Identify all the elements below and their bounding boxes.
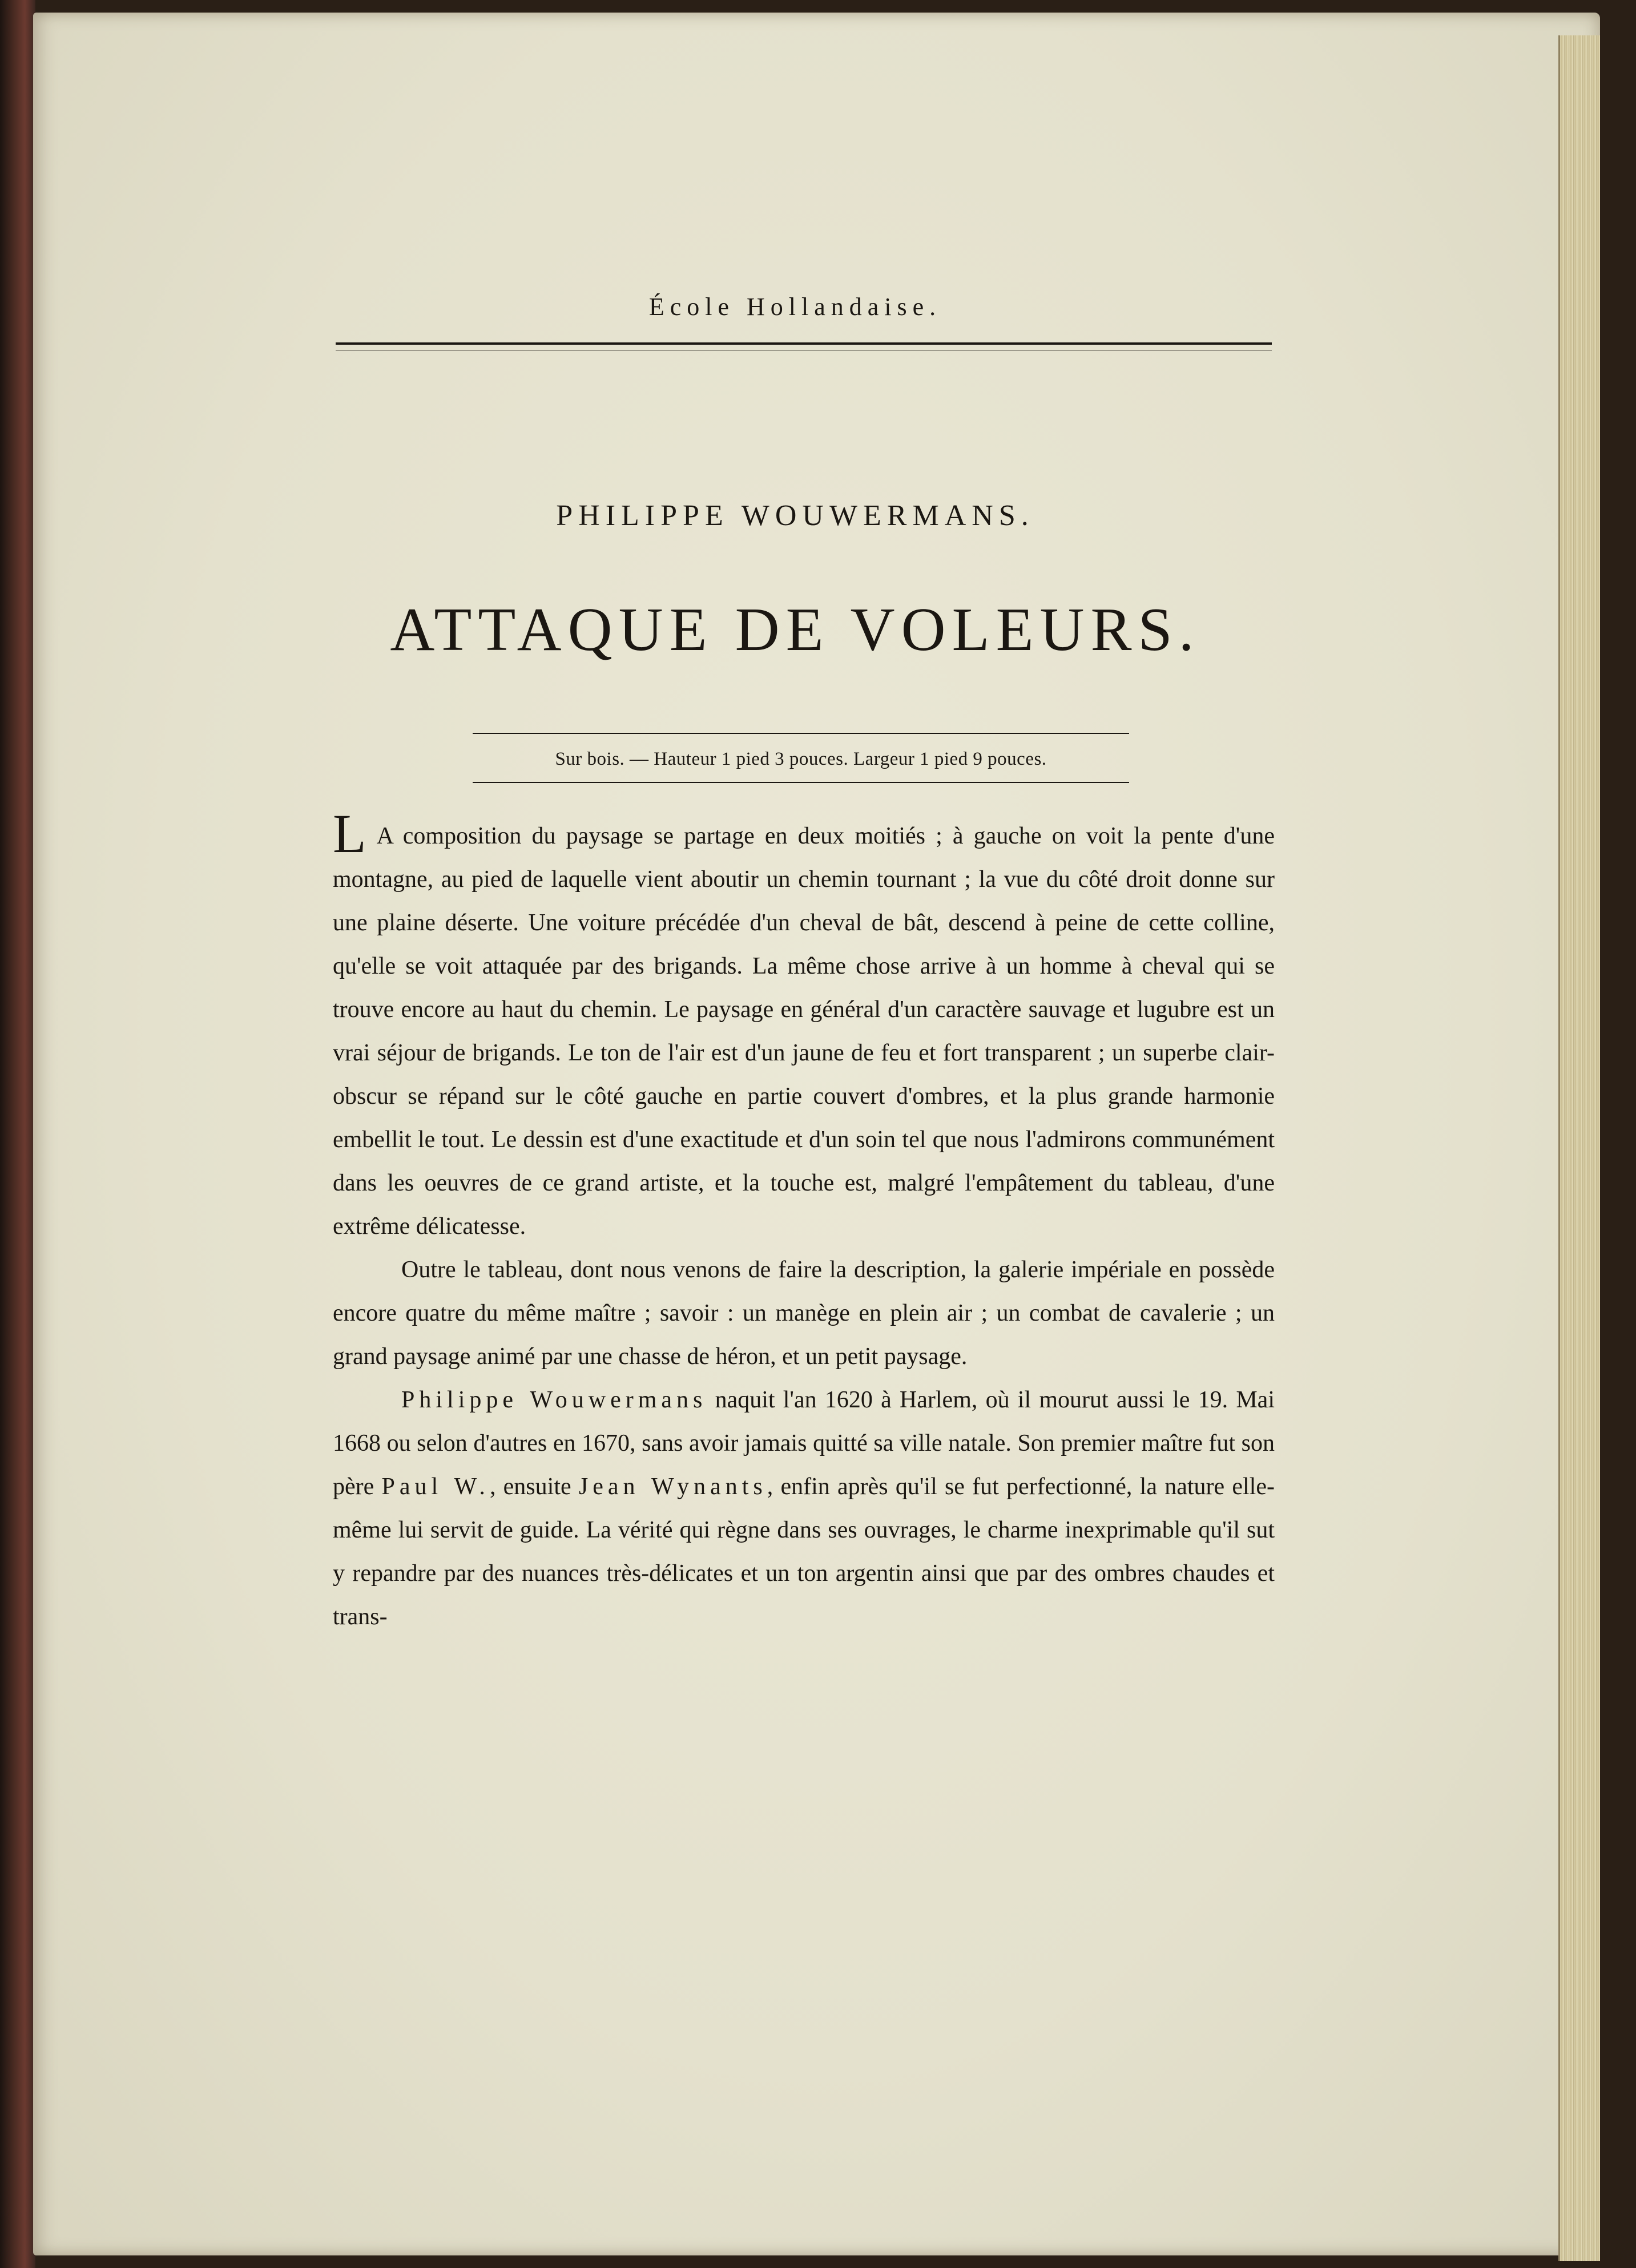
paragraph-1 — [333, 803, 1275, 1248]
teacher-name-inline: Jean Wynants — [578, 1474, 767, 1500]
book-page — [33, 13, 1600, 2255]
header-rule — [336, 342, 1272, 350]
book-binding — [0, 0, 35, 2268]
paragraph-3 — [333, 1378, 1275, 1639]
body-text — [333, 803, 1275, 1639]
page-edges — [1558, 35, 1600, 2261]
artwork-title: ATTAQUE DE VOLEURS. — [390, 596, 1200, 664]
father-name-inline: Paul W. — [381, 1474, 490, 1500]
drop-cap: L — [333, 803, 366, 864]
paragraph-1-text: A composition du paysage se partage en deux moitiés ; à gauche on voit la pente d'une montagne, au pied de laquelle vient aboutir un chemin tournant ; la vue du côté droit donne sur une plaine déserte. Une voiture précédée d'un cheval de bât, descend à peine de cette colline, qu'elle se voit attaquée par des brigands. La même chose arrive à un homme à cheval qui se trouve encore au haut du chemin. Le paysage en général d'un caractère sauvage et lugubre est un vrai séjour de brigands. Le ton de l'air est d'un jaune de feu et fort transparent ; un superbe clair-obscur se répand sur le côté gauche en partie couvert d'ombres, et la plus grande harmonie embellit le tout. Le dessin est d'une exactitude et d'un soin tel que nous l'admirons communément dans les oeuvres de ce grand artiste, et la touche est, malgré l'empâtement du tableau, d'une extrême délicatesse. — [333, 823, 1275, 1240]
artist-name: PHILIPPE WOUWERMANS. — [556, 499, 1034, 532]
paragraph-3-text-a: naquit l'an 1620 à Harlem, où il mourut aussi le 19. Mai 1668 ou selon d'autres en 1670, sans avoir jamais quitté sa ville natale. Son premier maître fut son père — [333, 1387, 1275, 1500]
school-header: École Hollandaise. — [648, 293, 942, 321]
paragraph-3-text-c: , enfin après qu'il se fut perfectionné, la nature elle-même lui servit de guide. La vérité qui règne dans ses ouvrages, le charme inexprimable qu'il sut y repandre par des nuances très-délicates et un ton argentin ainsi que par des ombres chaudes et trans- — [333, 1474, 1275, 1630]
paragraph-2: Outre le tableau, dont nous venons de faire la description, la galerie impériale en possède encore quatre du même maître ; savoir : un manège en plein air ; un combat de cavalerie ; un grand paysage animé par une chasse de héron, et un petit paysage. — [333, 1257, 1275, 1370]
dimensions-line: Sur bois. — Hauteur 1 pied 3 pouces. Largeur 1 pied 9 pouces. — [555, 749, 1047, 769]
dims-rule-bottom — [473, 782, 1129, 783]
dims-rule-top — [473, 733, 1129, 734]
artist-name-inline: Philippe Wouwermans — [401, 1387, 707, 1413]
paragraph-3-text-b: , ensuite — [489, 1474, 579, 1500]
